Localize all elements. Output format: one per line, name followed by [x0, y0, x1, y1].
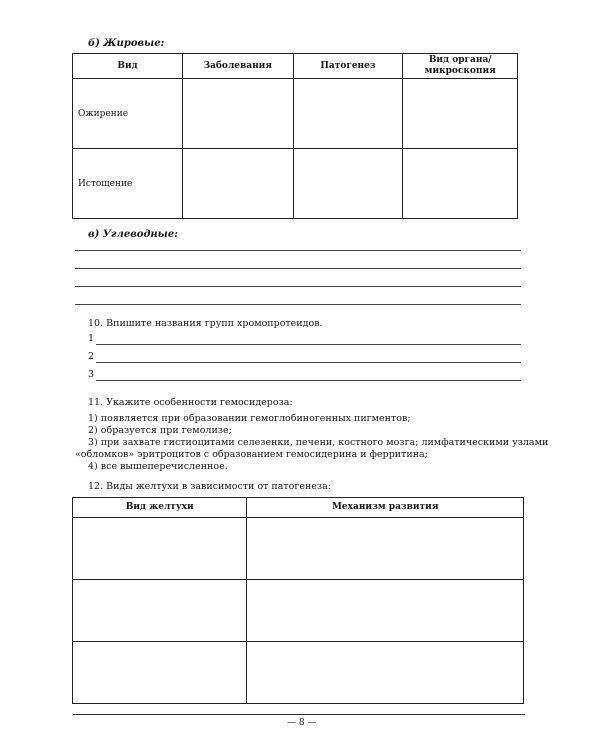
q11-text: 11. Укажите особенности гемосидероза: — [88, 397, 293, 408]
q11-option[interactable]: 3) при захвате гистиоцитами селезенки, печени, костного мозга; лимфатическими узлами — [88, 437, 549, 448]
jaundice-header-mechanism: Механизм развития — [247, 498, 524, 518]
q11-option[interactable]: 1) появляется при образовании гемоглобиногенных пигментов; — [88, 413, 411, 424]
answer-line[interactable] — [75, 250, 521, 251]
q11-option[interactable]: 4) все вышеперечисленное. — [88, 461, 228, 472]
jaundice-header-type: Вид желтухи — [73, 498, 247, 518]
answer-line[interactable] — [75, 268, 521, 269]
q12-text: 12. Виды желтухи в зависимости от патогенеза: — [88, 481, 331, 492]
q11-option[interactable]: 2) образуется при гемолизе; — [88, 425, 232, 436]
answer-line[interactable] — [75, 304, 521, 305]
q11-option-continuation: «обломков» эритроцитов с образованием гемосидерина и ферритина; — [75, 449, 428, 460]
q10-answer-line[interactable] — [96, 362, 521, 363]
fats-cell[interactable] — [403, 79, 518, 149]
table-row — [73, 518, 524, 580]
q10-answer-line[interactable] — [96, 380, 521, 381]
fats-cell[interactable] — [403, 149, 518, 219]
table-row — [73, 149, 518, 219]
q10-item-number: 1 — [88, 333, 95, 344]
q10-item-number: 2 — [88, 351, 95, 362]
jaundice-table — [72, 497, 524, 704]
q10-item-number: 3 — [88, 369, 95, 380]
footer-rule — [73, 714, 525, 715]
q10-text: 10. Впишите названия групп хромопротеидов. — [88, 318, 323, 329]
fats-cell[interactable] — [293, 149, 403, 219]
table-row — [73, 642, 524, 704]
table-row — [73, 580, 524, 642]
fats-row-exhaustion: Истощение — [73, 149, 183, 219]
jaundice-cell[interactable] — [73, 642, 247, 704]
fats-header-organ: Вид органа/ микроскопия — [403, 54, 518, 79]
section-v-title: в) Углеводные: — [88, 229, 178, 240]
fats-row-obesity: Ожирение — [73, 79, 183, 149]
fats-cell[interactable] — [183, 149, 294, 219]
jaundice-cell[interactable] — [247, 580, 524, 642]
q10-answer-line[interactable] — [96, 344, 521, 345]
fats-header-type: Вид — [73, 54, 183, 79]
fats-table — [72, 53, 518, 219]
page-number: — 8 — — [287, 718, 317, 728]
fats-cell[interactable] — [183, 79, 294, 149]
table-row — [73, 79, 518, 149]
fats-cell[interactable] — [293, 79, 403, 149]
jaundice-cell[interactable] — [73, 518, 247, 580]
fats-header-pathogenesis: Патогенез — [293, 54, 403, 79]
answer-line[interactable] — [75, 286, 521, 287]
section-b-title: б) Жировые: — [88, 38, 165, 49]
jaundice-cell[interactable] — [73, 580, 247, 642]
jaundice-cell[interactable] — [247, 642, 524, 704]
fats-header-diseases: Заболевания — [183, 54, 294, 79]
jaundice-cell[interactable] — [247, 518, 524, 580]
